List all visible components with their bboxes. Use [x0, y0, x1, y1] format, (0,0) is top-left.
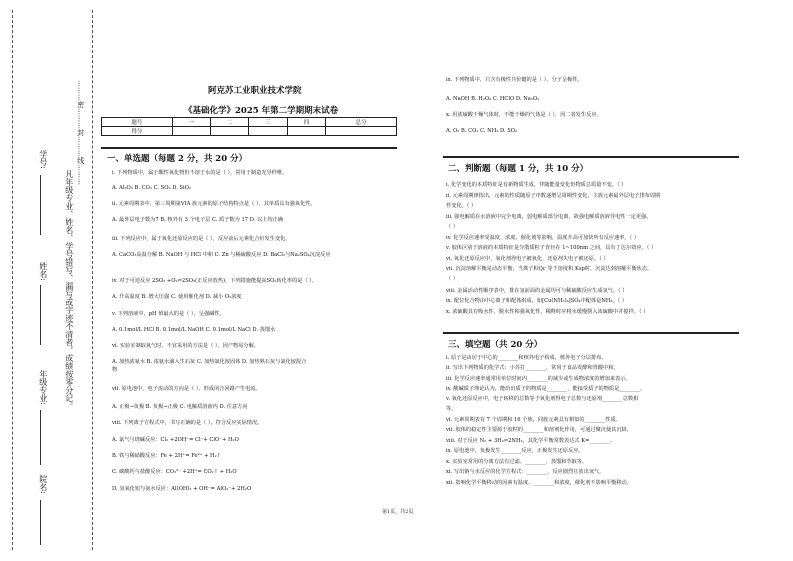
question-line: ix. 配位化合物由中心离子和配体组成，如[Cu(NH₃)₄]SO₄中配体是NH₃。（ ）	[446, 298, 628, 304]
class-field[interactable]	[40, 410, 41, 465]
question-line: A. 0.1mol/L HCl B. 0.1mol/L NaOH C. 0.1mol/L NaCl D. 蒸馏水	[112, 327, 276, 333]
score-cell[interactable]	[249, 127, 287, 136]
question-line: iii. 化学反应速率通常用单位时间内________的减少或生成物浓度的增加来表示。	[446, 376, 631, 382]
question-line: （ ）	[446, 224, 459, 230]
school-field[interactable]	[40, 500, 41, 545]
score-cell[interactable]	[211, 127, 249, 136]
question-line: ix. 下列物质中，只含有极性共价键的是（ ），分子呈极性。	[446, 77, 583, 83]
score-header-cell: 四	[287, 118, 325, 127]
warning-text: 凡年级专业、姓名、学号错写、漏写或字迹不清者，成绩按零分记。	[64, 170, 74, 410]
question-line: i. 原子是由居于中心的________和核外电子构成，核外电子分层排布。	[446, 355, 607, 361]
class-label: 年级专业:	[38, 370, 48, 405]
score-cell[interactable]	[172, 127, 210, 136]
question-line: viii. 金属活动性顺序表中，排在氢前面的金属均可与稀硫酸反应生成氢气。（ ）	[446, 288, 628, 294]
seal-line-outer	[12, 10, 13, 550]
question-line: A. 氯气与烧碱反应：Cl₂ +2OH⁻= Cl⁻+ ClO⁻+ H₂O	[112, 437, 239, 443]
question-line: A. CaCO₃高温分解 B. NaOH 与 HCl 中和 C. Zn 与稀硫酸反应 D. BaCl₂与Na₂SO₄沉淀反应	[112, 252, 331, 258]
question-line: vi. 元素周期表有 7 个周期和 16 个族，同族元素具有相似的________性质。	[446, 417, 621, 423]
section1-rule	[101, 147, 397, 149]
score-cell[interactable]	[287, 127, 325, 136]
question-line: xi. 写出钠与水反应的化学方程式：________，反应剧烈且放出氢气。	[446, 469, 605, 475]
question-line: ii. 元素周期律指出，元素的性质随原子序数递增呈周期性变化，主族元素最外层电子排布周期	[446, 193, 661, 199]
exam-title: 《基础化学》2025 年第二学期期末试卷	[184, 106, 339, 116]
section2-title: 二、判断题（每题 1 分，共 10 分）	[448, 164, 589, 174]
score-header-cell: 题号	[102, 118, 173, 127]
question-line: C. 碳酸钙与盐酸反应：CO₃²⁻ +2H⁺= CO₂↑ + H₂O	[112, 469, 237, 475]
seal-line-label: ………密………封………线………	[76, 80, 85, 185]
question-line: iv. 对于可逆反应 2SO₂ +O₂⇌2SO₃(正反应放热)，下列措施能提高SO₂转化率的是（ ）。	[112, 278, 318, 284]
question-line: iii. 强电解质在水溶液中完全电离，弱电解质部分电离，故强电解质溶液导电性一定更强。	[446, 214, 652, 220]
institution-name: 阿克苏工业职业技术学院	[208, 86, 302, 96]
question-line: D. 氢氧化铝与氨水反应：Al(OH)₃ + OH⁻= AlO₂⁻+ 2H₂O	[112, 486, 252, 492]
score-row-label: 得分	[102, 127, 173, 136]
question-line: A. NaOH B. H₂O₂ C. HClO D. Na₂O₂	[446, 96, 540, 102]
question-line: 等。	[446, 406, 457, 412]
section3-rule	[443, 332, 739, 334]
question-line: vii. 胶体的稳定性主要源于胶粒的________和溶剂化作用，可通过聚沉使其沉降。	[446, 427, 632, 433]
question-line: v. 氧化还原反应中，电子转移的总数等于氧化剂得电子总数与还原剂________总数相	[446, 396, 639, 402]
student-id-field[interactable]	[40, 175, 41, 235]
score-header-cell: 二	[211, 118, 249, 127]
question-line: x. 实验室常用的分离方法有过滤、________、蒸馏和萃取等。	[446, 459, 588, 465]
question-line: vii. 沉淀溶解平衡是动态平衡，当离子积Qc 等于溶度积 Ksp时，沉淀达到溶解平衡状态。	[446, 266, 653, 272]
seal-line-inner	[92, 10, 93, 550]
page-number: 第1页，共2页	[382, 509, 414, 515]
question-line: ii. 写出下列物质的化学式：小苏打________，常用于食品发酵和胃酸中和。	[446, 365, 619, 371]
question-line: x. 用浓硫酸干燥气体时，不能干燥的气体是（ ），因二者发生反应。	[446, 112, 602, 118]
name-field[interactable]	[40, 285, 41, 345]
question-line: iv. 化学反应速率受温度、浓度、催化剂等影响，温度升高可加快所有反应速率。（ ）	[446, 235, 640, 241]
name-label: 姓名:	[38, 262, 48, 281]
question-line: vi. 氧化还原反应中，氧化剂得电子被氧化，还原剂失电子被还原。（ ）	[446, 256, 609, 262]
question-line: v. 下列溶液中，pH 值最大的是（ ），呈强碱性。	[112, 311, 225, 317]
score-cell[interactable]	[326, 127, 397, 136]
score-header-cell: 一	[172, 118, 210, 127]
question-line: viii. 对于反应 N₂ + 3H₂⇌2NH₃，其化学平衡常数表达式 K=________。	[446, 438, 616, 444]
question-line: ix. 原电池中，负极发生________反应，正极发生还原反应。	[446, 448, 584, 454]
question-line: vii. 原电池中，电子流动的方向是（ ），形成闭合回路产生电流。	[112, 386, 261, 392]
question-line: vi. 实验室制取氧气时，不宜采用的方法是（ ），因产物易分解。	[112, 343, 259, 349]
question-line: B. 铁与稀硝酸反应：Fe + 2H⁺= Fe²⁺ + H₂↑	[112, 453, 221, 459]
question-line: i. 化学变化的本质特征是有新物质生成，伴随能量变化但物质总质量不变。（ ）	[446, 182, 627, 188]
question-line: 性变化。（ ）	[446, 203, 477, 209]
score-table	[101, 117, 397, 136]
binding-margin	[0, 0, 100, 561]
question-line: （ ）	[446, 276, 459, 282]
question-line: ii. 元素周期表中，第三周期第VIA 族元素的原子结构特点是（ ），其单质具有强氧化性。	[112, 201, 316, 207]
question-line: A. 升高温度 B. 增大压强 C. 使用催化剂 D. 减小 O₂浓度	[112, 294, 242, 300]
question-line: i. 下列物质中，属于酸性氧化物但不溶于水的是（ ），常用于制造光导纤维。	[112, 170, 288, 176]
question-line: 物	[112, 367, 118, 373]
question-line: A. 最外层电子数为7 B. 核外有 3 个电子层 C. 质子数为 17 D. 以上均正确	[112, 217, 283, 223]
question-line: A. Al₂O₃ B. CO₂ C. SO₃ D. SiO₂	[112, 185, 192, 191]
question-line: iv. 酸碱质子理论认为，能给出质子的物质是________，能接受质子的物质是________。	[446, 386, 646, 392]
section2-rule	[443, 156, 739, 158]
question-line: A. O₂ B. CO₂ C. NH₃ D. SO₂	[446, 128, 518, 134]
school-label: 院名:	[38, 475, 48, 494]
question-line: x. 浓硫酸具有吸水性、脱水性和强氧化性，稀释时应将水缓慢倒入浓硫酸中并搅拌。（ ）	[446, 309, 649, 315]
question-line: A. 加热浓氨水 B. 浓氨水滴入生石灰 C. 加热氯化铵固体 D. 加热熟石灰与氯化铵混合	[112, 359, 307, 365]
question-line: iii. 下列反应中，属于氧化还原反应的是（ ），反应前后元素化合价发生变化。	[112, 236, 291, 242]
question-line: xii. 影响化学平衡移动的因素有温度、________和浓度，催化剂不影响平衡移动。	[446, 480, 632, 486]
section1-title: 一、单选题（每题 2 分，共 20 分）	[107, 154, 248, 164]
section3-title: 三、填空题（共 20 分）	[448, 340, 543, 350]
question-line: A. 正极→负极 B. 负极→正极 C. 电解质溶液内 D. 任意方向	[112, 404, 248, 410]
question-line: v. 胶体区别于溶液的本质特征是分散质粒子直径在 1~100nm 之间，具有丁达尔效应。（ ）	[446, 245, 657, 251]
score-header-cell: 总分	[326, 118, 397, 127]
score-header-cell: 三	[249, 118, 287, 127]
question-line: viii. 下列离子方程式中，书写正确的是（ ），符合反应实际情况。	[112, 420, 263, 426]
student-id-label: 学号:	[38, 150, 48, 169]
